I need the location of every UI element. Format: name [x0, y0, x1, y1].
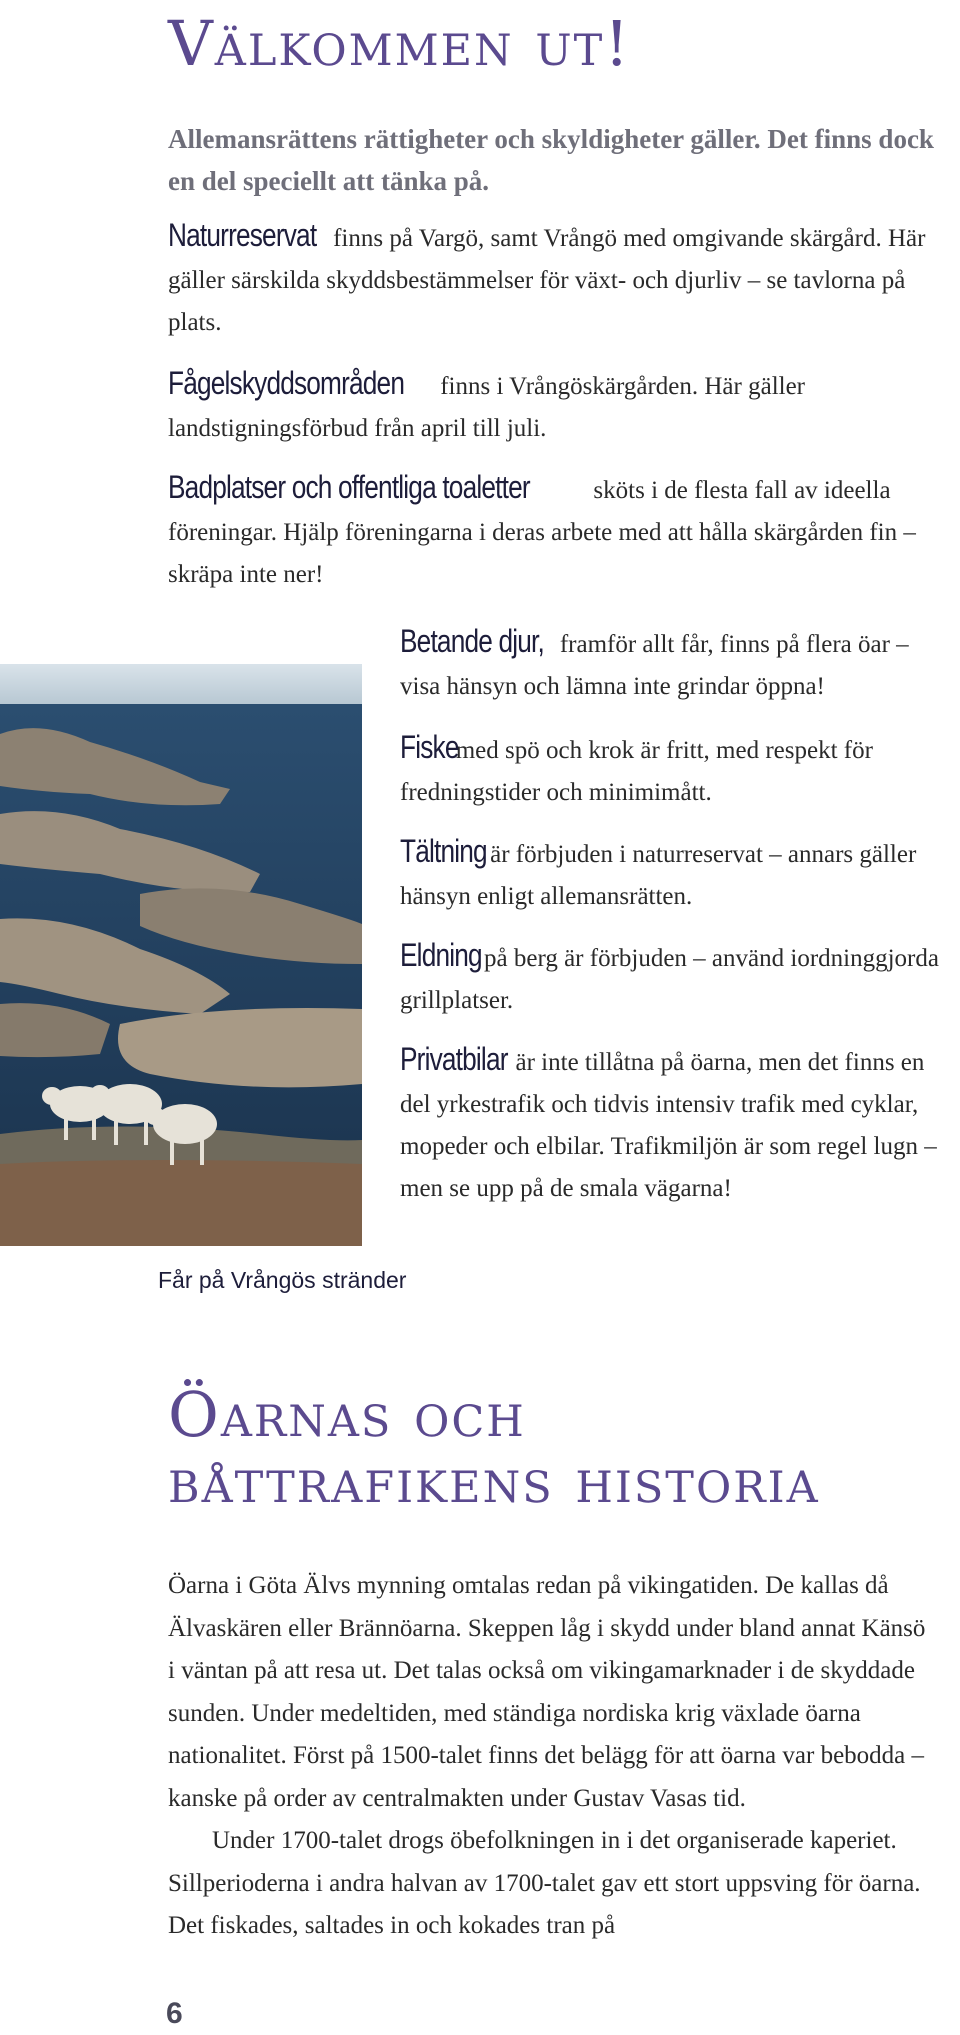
section-badplatser: [168, 466, 938, 596]
photo-caption: Får på Vrångös stränder: [158, 1267, 407, 1293]
section-title-history: [168, 1378, 820, 1517]
section-fagelskydd: [168, 362, 938, 450]
section-naturreservat: [168, 214, 938, 344]
section-text: på berg är förbjuden – använd iordninggjorda grillplatser.: [400, 945, 939, 1014]
section-text: finns på Vargö, samt Vrångö med omgivande skärgård. Här gäller särskilda skyddsbestämmelser för växt- och djurliv – se tavlorna på plats.: [168, 225, 926, 336]
section-eldning: [400, 934, 945, 1022]
section-keyword: Eldning: [400, 937, 482, 973]
section-fiske: [400, 726, 945, 814]
section-title-line1: Öarnas och: [168, 1378, 526, 1451]
section-text: framför allt får, finns på flera öar – visa hänsyn och lämna inte grindar öppna!: [400, 631, 909, 700]
section-text: med spö och krok är fritt, med respekt för fredningstider och minimimått.: [400, 737, 873, 806]
section-keyword: Badplatser och offentliga toaletter: [168, 469, 530, 505]
section-title-line2: båttrafikens historia: [168, 1444, 820, 1517]
section-keyword: Privatbilar: [400, 1041, 508, 1077]
history-paragraph-1: Öarna i Göta Älvs mynning omtalas redan på vikingatiden. De kallas då Älvaskären eller Brännöarna. Skeppen låg i skydd under bland annat Känsö i väntan på att resa ut. Det talas också om vikingamarknader i de skyddade sunden. Under medeltiden, med ständiga nordiska krig växlade öarna nationalitet. Först på 1500-talet finns det belägg för att öarna var bebodda – kanske på order av centralmakten under Gustav Vasas tid.: [168, 1572, 926, 1812]
section-keyword: Fiske: [400, 729, 459, 765]
section-betande-djur: [400, 620, 945, 708]
sheep-coast-photo: [0, 664, 362, 1246]
photo-illustration: [0, 664, 362, 1246]
page-number: 6: [166, 1997, 183, 2030]
section-text: är inte tillåtna på öarna, men det finns en del yrkestrafik och tidvis intensiv trafik med cyklar, mopeder och elbilar. Trafikmiljön är som regel lugn – men se upp på de smala vägarna!: [400, 1049, 937, 1202]
section-text: finns i Vrångöskärgården. Här gäller landstigningsförbud från april till juli.: [168, 373, 806, 442]
section-privatbilar: [400, 1038, 945, 1210]
history-text: [168, 1565, 938, 1948]
history-paragraph-2: Under 1700-talet drogs öbefolkningen in i det organiserade kaperiet. Sillperioderna i andra halvan av 1700-talet gav ett stort uppsving för öarna. Det fiskades, saltades in och kokades tran på: [168, 1827, 921, 1939]
section-keyword: Naturreservat: [168, 217, 317, 253]
section-text: är förbjuden i naturreservat – annars gäller hänsyn enligt allemansrätten.: [400, 841, 917, 910]
section-text: sköts i de flesta fall av ideella föreningar. Hjälp föreningarna i deras arbete med att hålla skärgården fin – skräpa inte ner!: [168, 477, 916, 588]
page-title: Välkommen ut!: [168, 7, 632, 80]
section-keyword: Fågelskyddsområden: [168, 365, 405, 401]
intro-text: Allemansrättens rättigheter och skyldigheter gäller. Det finns dock en del speciellt att tänka på.: [168, 124, 934, 196]
section-keyword: Betande djur,: [400, 623, 544, 659]
section-keyword: Tältning: [400, 833, 487, 869]
section-taltning: [400, 830, 945, 918]
